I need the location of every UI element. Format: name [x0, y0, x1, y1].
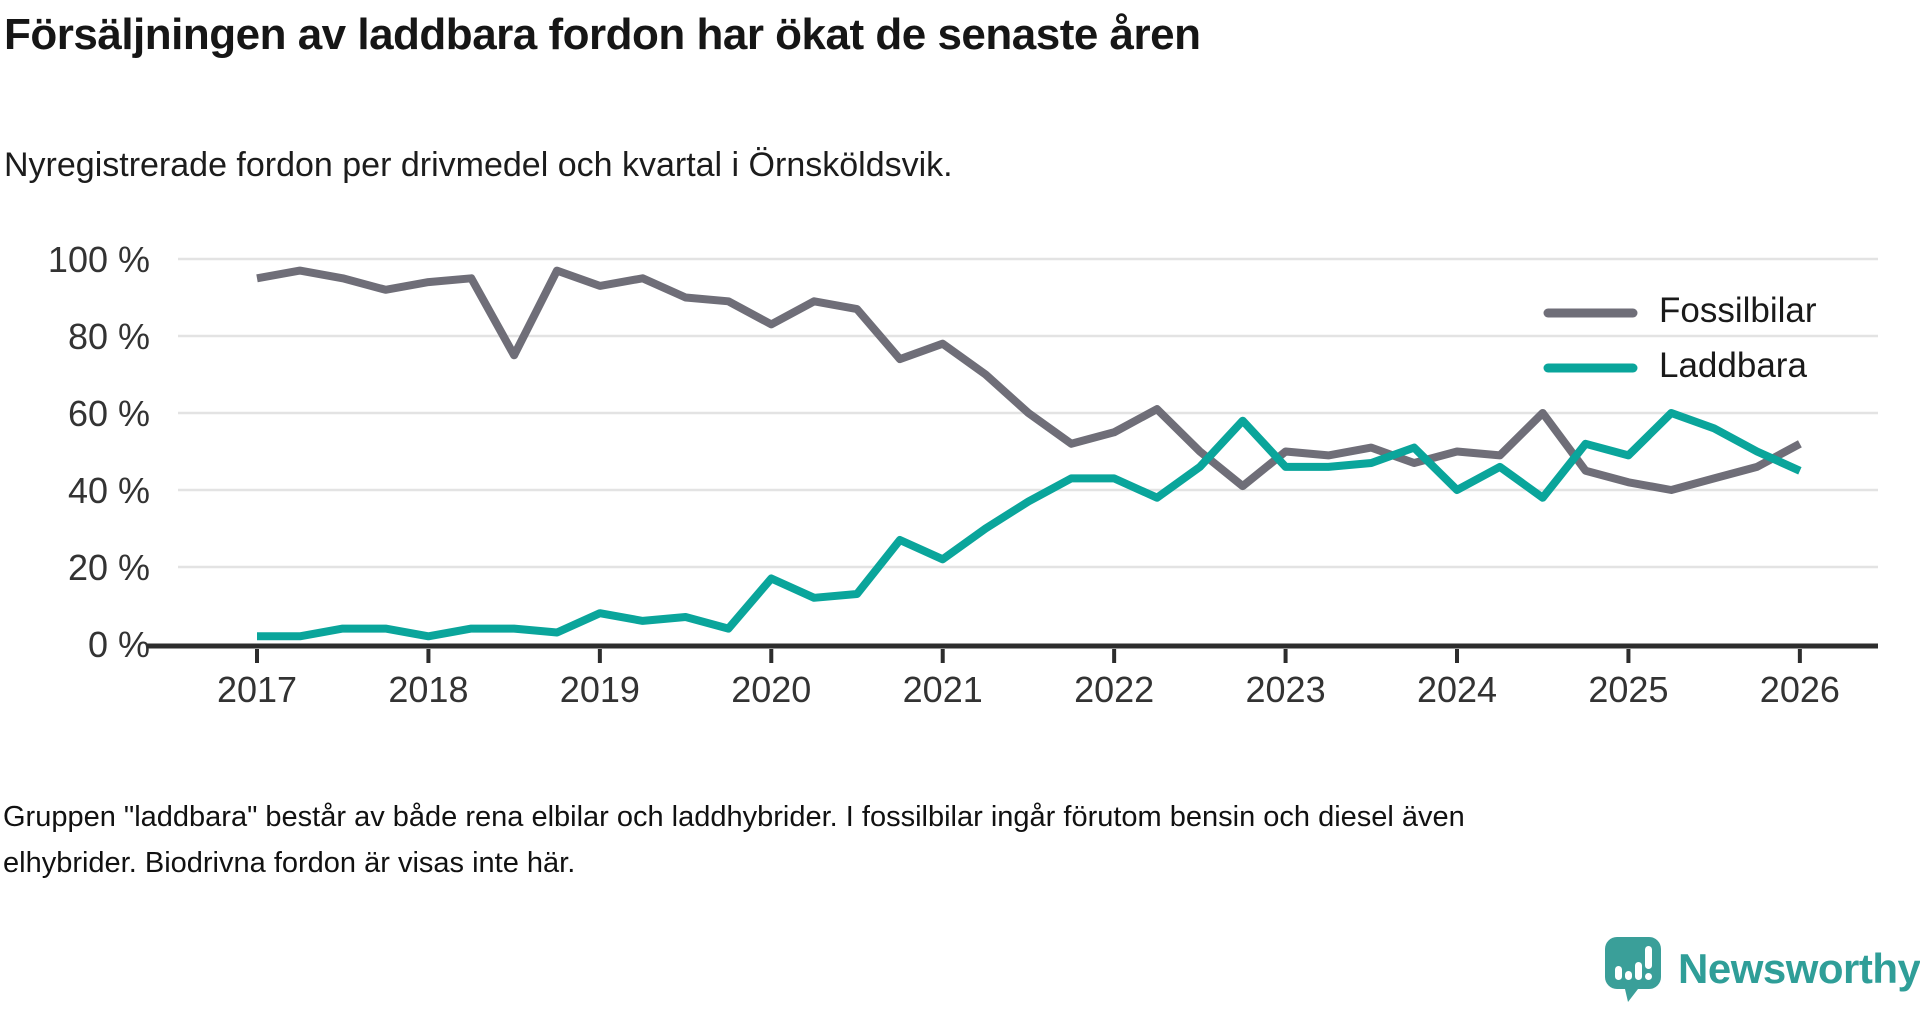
x-tick-label-2020: 2020: [731, 669, 812, 710]
footnote-line-1: Gruppen "laddbara" består av både rena elbilar och laddhybrider. I fossilbilar ingår förutom bensin och diesel även: [3, 801, 1465, 833]
page-subtitle: Nyregistrerade fordon per drivmedel och kvartal i Örnsköldsvik.: [4, 146, 953, 184]
x-tick-label-2018: 2018: [388, 669, 469, 710]
y-tick-label-100: 100 %: [47, 239, 150, 280]
y-tick-label-0: 0 %: [87, 624, 150, 665]
x-tick-label-2026: 2026: [1759, 669, 1840, 710]
y-tick-label-80: 80 %: [67, 316, 150, 357]
y-tick-label-60: 60 %: [67, 393, 150, 434]
y-tick-label-20: 20 %: [67, 547, 150, 588]
newsworthy-logo-text: Newsworthy: [1678, 945, 1920, 992]
page-title: Försäljningen av laddbara fordon har ökat de senaste åren: [4, 10, 1201, 59]
x-tick-label-2019: 2019: [559, 669, 640, 710]
x-tick-label-2025: 2025: [1588, 669, 1669, 710]
legend-label-laddbara: Laddbara: [1659, 346, 1807, 385]
x-tick-label-2024: 2024: [1416, 669, 1498, 710]
footnote: [3, 794, 1863, 886]
x-tick-label-2017: 2017: [216, 669, 298, 710]
x-tick-label-2021: 2021: [902, 669, 983, 710]
x-tick-label-2022: 2022: [1074, 669, 1155, 710]
x-tick-label-2023: 2023: [1245, 669, 1326, 710]
y-tick-label-40: 40 %: [67, 470, 150, 511]
footnote-line-2: elhybrider. Biodrivna fordon är visas inte här.: [3, 847, 576, 879]
newsworthy-logo-icon: [1604, 936, 1662, 1002]
newsworthy-logo: [1604, 936, 1920, 1002]
series-line-fossilbilar: [257, 271, 1800, 490]
legend-label-fossilbilar: Fossilbilar: [1659, 291, 1817, 330]
